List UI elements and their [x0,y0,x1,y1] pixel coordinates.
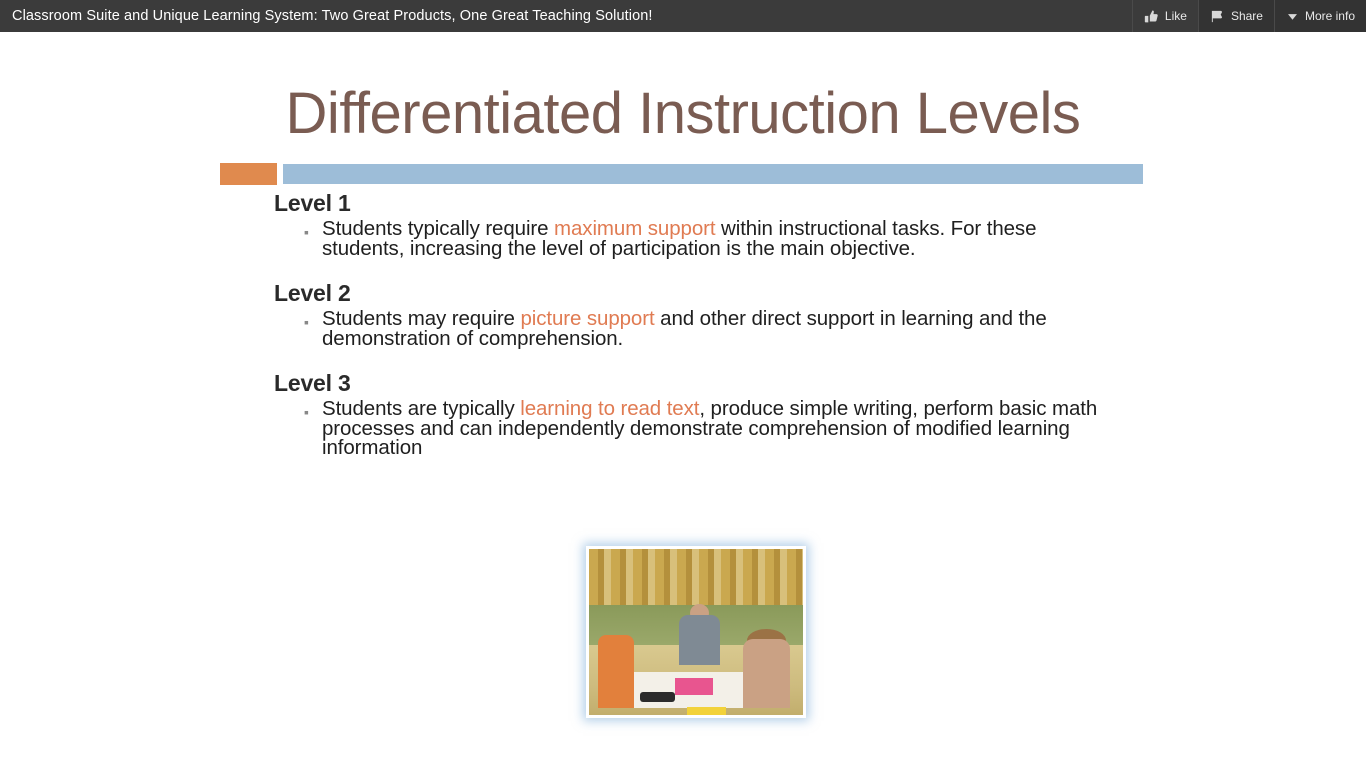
photo-student-left [598,635,634,708]
level-body-before: Students may require [322,307,521,330]
bullet-dot-icon: ▪ [304,314,309,330]
level-body-highlight: picture support [520,307,655,330]
level-heading: Level 2 [274,280,351,306]
level-heading: Level 1 [274,190,351,216]
level-body [322,399,1114,458]
photo-pink-object [675,678,714,695]
more-info-label: More info [1304,9,1355,23]
level-bullet [274,309,1114,348]
photo-dark-object [640,692,674,702]
video-title: Classroom Suite and Unique Learning System: Two Great Products, One Great Teaching Solution! [12,8,653,24]
photo-student-right [743,639,790,709]
levels-list [274,190,1114,480]
bullet-dot-icon: ▪ [304,404,309,420]
photo-student-center [679,615,720,665]
share-flag-icon [1210,9,1225,24]
classroom-photo [586,546,806,718]
level-bullet [274,399,1114,458]
level-body [322,309,1114,348]
level-body-before: Students typically require [322,217,555,240]
level-block [274,280,1114,348]
title-divider [220,163,1143,185]
like-button[interactable] [1132,0,1198,32]
page-title: Differentiated Instruction Levels [285,81,1081,146]
level-body-highlight: maximum support [554,217,716,240]
level-block [274,190,1114,258]
slide-canvas [0,32,1366,768]
level-body-after: , produce simple writing, perform basic math processes and can independently demonstrate comprehension of modified learning information [322,397,1098,459]
share-label: Share [1230,9,1263,23]
bullet-dot-icon: ▪ [304,224,309,240]
classroom-photo-image [589,549,803,715]
level-body [322,219,1114,258]
level-body-after: and other direct support in learning and the demonstration of comprehension. [322,307,1047,350]
level-heading: Level 3 [274,370,351,396]
social-actions [1132,0,1366,32]
more-info-button[interactable] [1274,0,1366,32]
photo-wall-upper [589,549,803,605]
level-body-highlight: learning to read text [520,397,700,420]
level-body-after: within instructional tasks. For these students, increasing the level of participation is the main objective. [322,217,1037,260]
level-bullet [274,219,1114,258]
photo-yellow-strip [687,707,726,715]
like-label: Like [1164,9,1187,23]
share-button[interactable] [1198,0,1274,32]
chevron-down-icon [1286,10,1299,23]
video-title-bar [0,0,1366,32]
thumbs-up-icon [1144,9,1159,24]
divider-accent-block [220,163,277,185]
level-body-before: Students are typically [322,397,521,420]
level-block [274,370,1114,458]
divider-bar [283,164,1143,184]
